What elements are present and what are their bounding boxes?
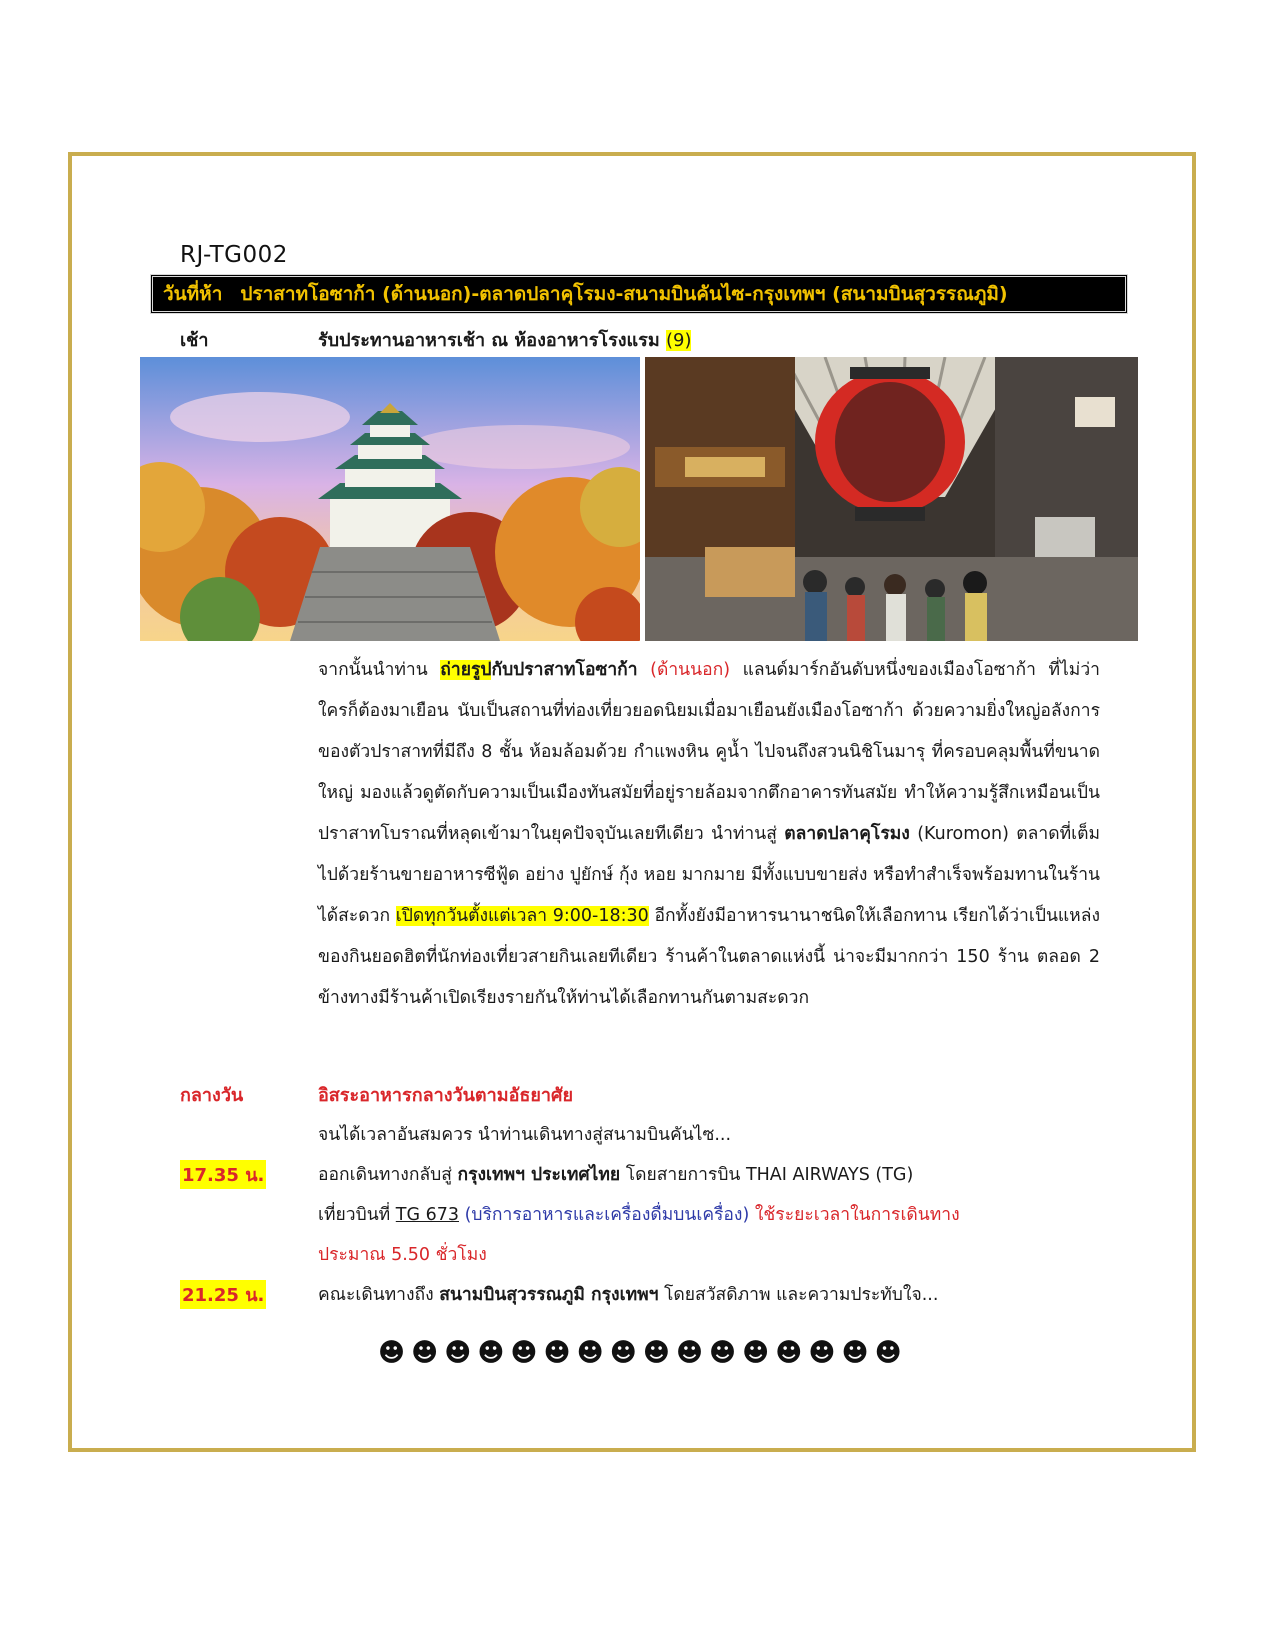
desc-castle: กับปราสาทโอซาก้า — [491, 660, 638, 680]
flight-number: TG 673 — [395, 1205, 459, 1225]
flight-duration-label: ใช้ระยะเวลาในการเดินทาง — [749, 1205, 960, 1225]
departure-line — [318, 1160, 913, 1188]
day-description — [318, 650, 1100, 1019]
osaka-castle-photo — [140, 357, 640, 641]
arrival-time: 21.25 น. — [180, 1280, 266, 1309]
arrival-outro: โดยสวัสดิภาพ และความประทับใจ... — [658, 1285, 939, 1305]
arrival-airport: สนามบินสุวรรณภูมิ กรุงเทพฯ — [439, 1285, 659, 1305]
desc-castle-details: แลนด์มาร์กอันดับหนึ่งของเมืองโอซาก้า ที่ไม่ว่าใครก็ต้องมาเยือน นับเป็นสถานที่ท่องเที่ยวยอดนิยมเมื่อมาเยือนยังเมืองโอซาก้า ด้วยความยิ่งใหญ่อลังการของตัวปราสาทที่มีถึง 8 ชั้น ห้อมล้อมด้วย กำแพงหิน คูน้ำ ไปจนถึงสวนนิชิโนมารุ ที่ครอบคลุมพื้นที่ขนาดใหญ่ มองแล้วดูตัดกับความเป็นเมืองทันสมัยที่อยู่รายล้อมจากตึกอาคารทันสมัย ทำให้ความรู้สึกเหมือนเป็นปราสาทโบราณที่หลุดเข้ามาในยุคปัจจุบันเลยทีเดียว นำท่านสู่ — [318, 660, 1100, 844]
desc-highlight-photo: ถ่ายรูป — [440, 660, 492, 680]
flight-service: (บริการอาหารและเครื่องดื่มบนเครื่อง) — [459, 1205, 750, 1225]
day-title: ปราสาทโอซาก้า (ด้านนอก)-ตลาดปลาคุโรมง-สนามบินคันไซ-กรุงเทพฯ (สนามบินสุวรรณภูมิ) — [240, 283, 1008, 305]
departure-intro: ออกเดินทางกลับสู่ — [318, 1165, 458, 1185]
flight-duration: ประมาณ 5.50 ชั่วโมง — [318, 1245, 487, 1265]
breakfast-desc: รับประทานอาหารเช้า ณ ห้องอาหารโรงแรม — [318, 330, 660, 351]
arrival-intro: คณะเดินทางถึง — [318, 1285, 440, 1305]
desc-market-details: (Kuromon) ตลาดที่เต็มไปด้วยร้านขายอาหารซีฟู้ด อย่าง ปูยักษ์ กุ้ง หอย มากมาย มีทั้งแบบขายส่ง หรือทำสำเร็จพร้อมทานในร้านได้สะดวก — [318, 824, 1100, 926]
departure-destination: กรุงเทพฯ ประเทศไทย — [457, 1165, 621, 1185]
departure-time: 17.35 น. — [180, 1160, 266, 1189]
smiley-divider: ☻☻☻☻☻☻☻☻☻☻☻☻☻☻☻☻ — [378, 1338, 908, 1368]
desc-market: ตลาดปลาคุโรมง — [784, 824, 910, 844]
breakfast-text — [318, 325, 691, 354]
breakfast-label: เช้า — [180, 330, 209, 351]
breakfast-code: (9) — [665, 330, 692, 351]
desc-outside: (ด้านนอก) — [637, 660, 731, 680]
day-label: วันที่ห้า — [163, 283, 223, 305]
desc-market-more: อีกทั้งยังมีอาหารนานาชนิดให้เลือกทาน เรียกได้ว่าเป็นแหล่งของกินยอดฮิตที่นักท่องเที่ยวสายกินเลยทีเดียว ร้านค้าในตลาดแห่งนี้ น่าจะมีมากกว่า 150 ร้าน ตลอด 2 ข้างทางมีร้านค้าเปิดเรียงรายกันให้ท่านได้เลือกทานกันตามสะดวก — [318, 906, 1100, 1008]
flight-label: เที่ยวบินที่ — [318, 1205, 396, 1225]
lunch-label: กลางวัน — [180, 1085, 244, 1106]
departure-airline: โดยสายการบิน THAI AIRWAYS (TG) — [620, 1165, 914, 1185]
day-header — [150, 274, 1128, 314]
desc-opening-hours: เปิดทุกวันตั้งแต่เวลา 9:00-18:30 — [395, 906, 649, 926]
flight-info-line — [318, 1200, 960, 1228]
program-code: RJ-TG002 — [180, 242, 288, 268]
arrival-line — [318, 1280, 938, 1308]
lunch-text: อิสระอาหารกลางวันตามอัธยาศัย — [318, 1085, 574, 1106]
transfer-text: จนได้เวลาอันสมควร นำท่านเดินทางสู่สนามบินคันไซ... — [318, 1125, 732, 1145]
desc-intro: จากนั้นนำท่าน — [318, 660, 441, 680]
kuromon-market-photo — [645, 357, 1138, 641]
